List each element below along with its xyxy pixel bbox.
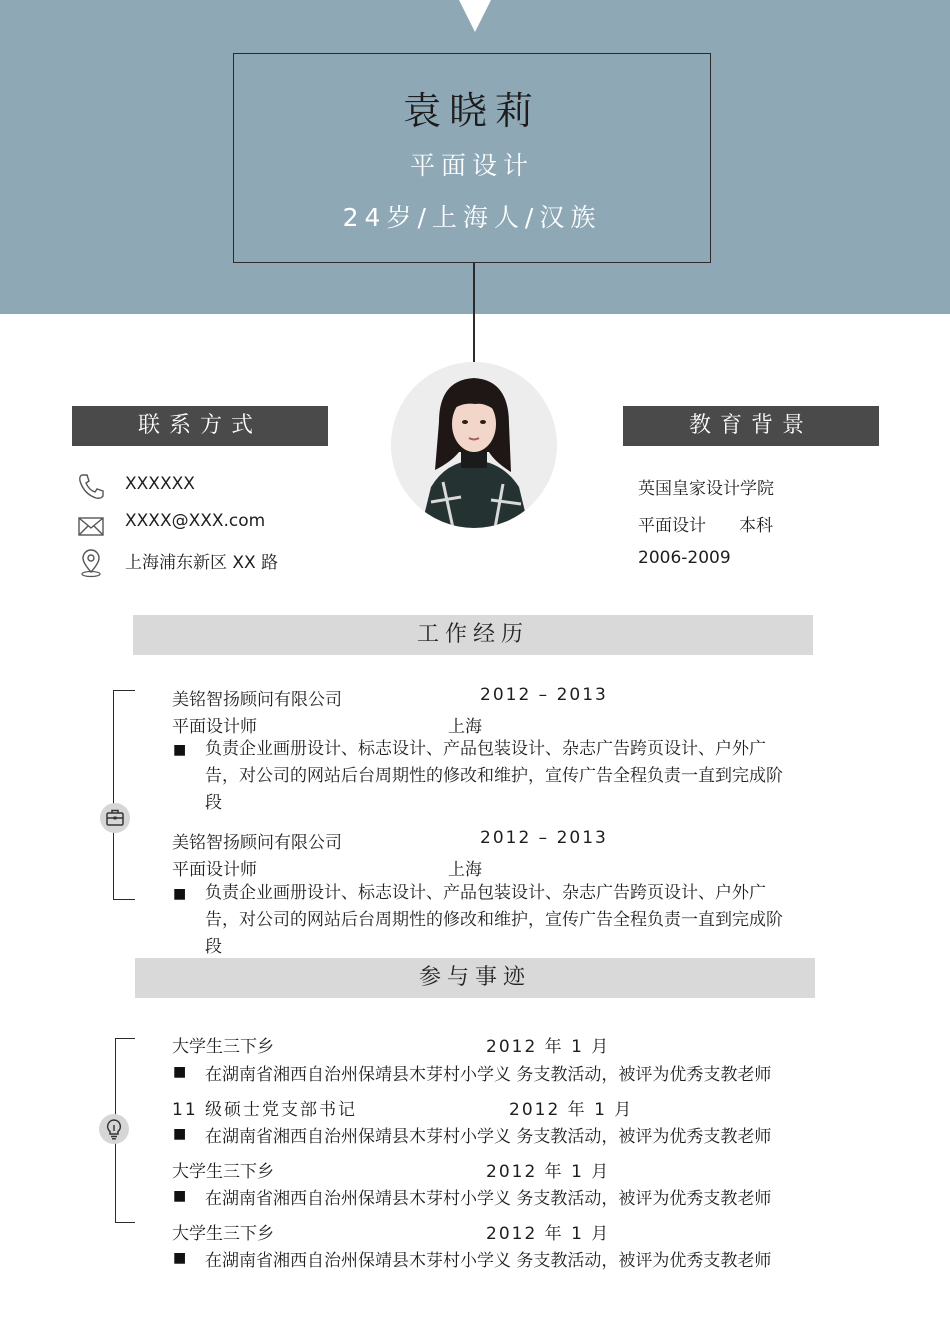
activity-name: 11 级硕士党支部书记 (172, 1100, 358, 1120)
avatar (391, 362, 557, 528)
education-major: 平面设计 (638, 516, 706, 536)
activity-date: 2012 年 1 月 (486, 1162, 611, 1182)
education-period: 2006-2009 (638, 548, 731, 568)
contact-phone: XXXXXX (125, 474, 195, 494)
activities-section-title: 参与事迹 (135, 958, 815, 998)
person-role: 平面设计 (409, 151, 534, 180)
education-school: 英国皇家设计学院 (638, 479, 774, 499)
list-bullet: ■ (173, 1188, 187, 1204)
activity-date: 2012 年 1 月 (509, 1100, 634, 1120)
work-company: 美铭智扬顾问有限公司 (172, 833, 342, 853)
work-period: 2012 – 2013 (480, 828, 608, 848)
list-bullet: ■ (173, 886, 187, 902)
work-period: 2012 – 2013 (480, 685, 608, 705)
activity-description: 在湖南省湘西自治州保靖县木芽村小学义 务支教活动，被评为优秀支教老师 (205, 1127, 772, 1147)
list-bullet: ■ (173, 1126, 187, 1142)
lightbulb-icon (99, 1114, 129, 1144)
header-notch (459, 0, 491, 32)
activity-description: 在湖南省湘西自治州保靖县木芽村小学义 务支教活动，被评为优秀支教老师 (205, 1189, 772, 1209)
phone-icon (76, 471, 106, 501)
contact-email: XXXX@XXX.com (125, 511, 266, 531)
activity-date: 2012 年 1 月 (486, 1037, 611, 1057)
person-meta: 24岁/上海人/汉族 (342, 203, 602, 232)
work-section-title: 工作经历 (133, 615, 813, 655)
list-bullet: ■ (173, 1064, 187, 1080)
briefcase-icon (100, 803, 130, 833)
education-degree: 本科 (739, 516, 773, 536)
activity-name: 大学生三下乡 (172, 1162, 274, 1182)
list-bullet: ■ (173, 1250, 187, 1266)
work-location: 上海 (448, 717, 482, 737)
work-position: 平面设计师 (172, 717, 257, 737)
activity-name: 大学生三下乡 (172, 1037, 274, 1057)
work-company: 美铭智扬顾问有限公司 (172, 690, 342, 710)
work-timeline-bracket (113, 690, 135, 900)
contact-section-title: 联系方式 (72, 406, 328, 446)
activity-date: 2012 年 1 月 (486, 1224, 611, 1244)
work-location: 上海 (448, 860, 482, 880)
education-section-title: 教育背景 (623, 406, 879, 446)
work-description: 负责企业画册设计、标志设计、产品包装设计、杂志广告跨页设计、户外广告，对公司的网站后台周期性的修改和维护，宣传广告全程负责一直到完成阶段 (205, 739, 783, 813)
connector-line (473, 263, 475, 362)
activity-description: 在湖南省湘西自治州保靖县木芽村小学义 务支教活动，被评为优秀支教老师 (205, 1065, 772, 1085)
work-description: 负责企业画册设计、标志设计、产品包装设计、杂志广告跨页设计、户外广告，对公司的网站后台周期性的修改和维护，宣传广告全程负责一直到完成阶段 (205, 883, 783, 957)
location-pin-icon (76, 548, 106, 578)
contact-address: 上海浦东新区 XX 路 (125, 553, 279, 573)
activity-name: 大学生三下乡 (172, 1224, 274, 1244)
activity-description: 在湖南省湘西自治州保靖县木芽村小学义 务支教活动，被评为优秀支教老师 (205, 1251, 772, 1271)
work-position: 平面设计师 (172, 860, 257, 880)
person-name: 袁晓莉 (402, 89, 541, 133)
mail-icon (76, 511, 106, 541)
list-bullet: ■ (173, 742, 187, 758)
